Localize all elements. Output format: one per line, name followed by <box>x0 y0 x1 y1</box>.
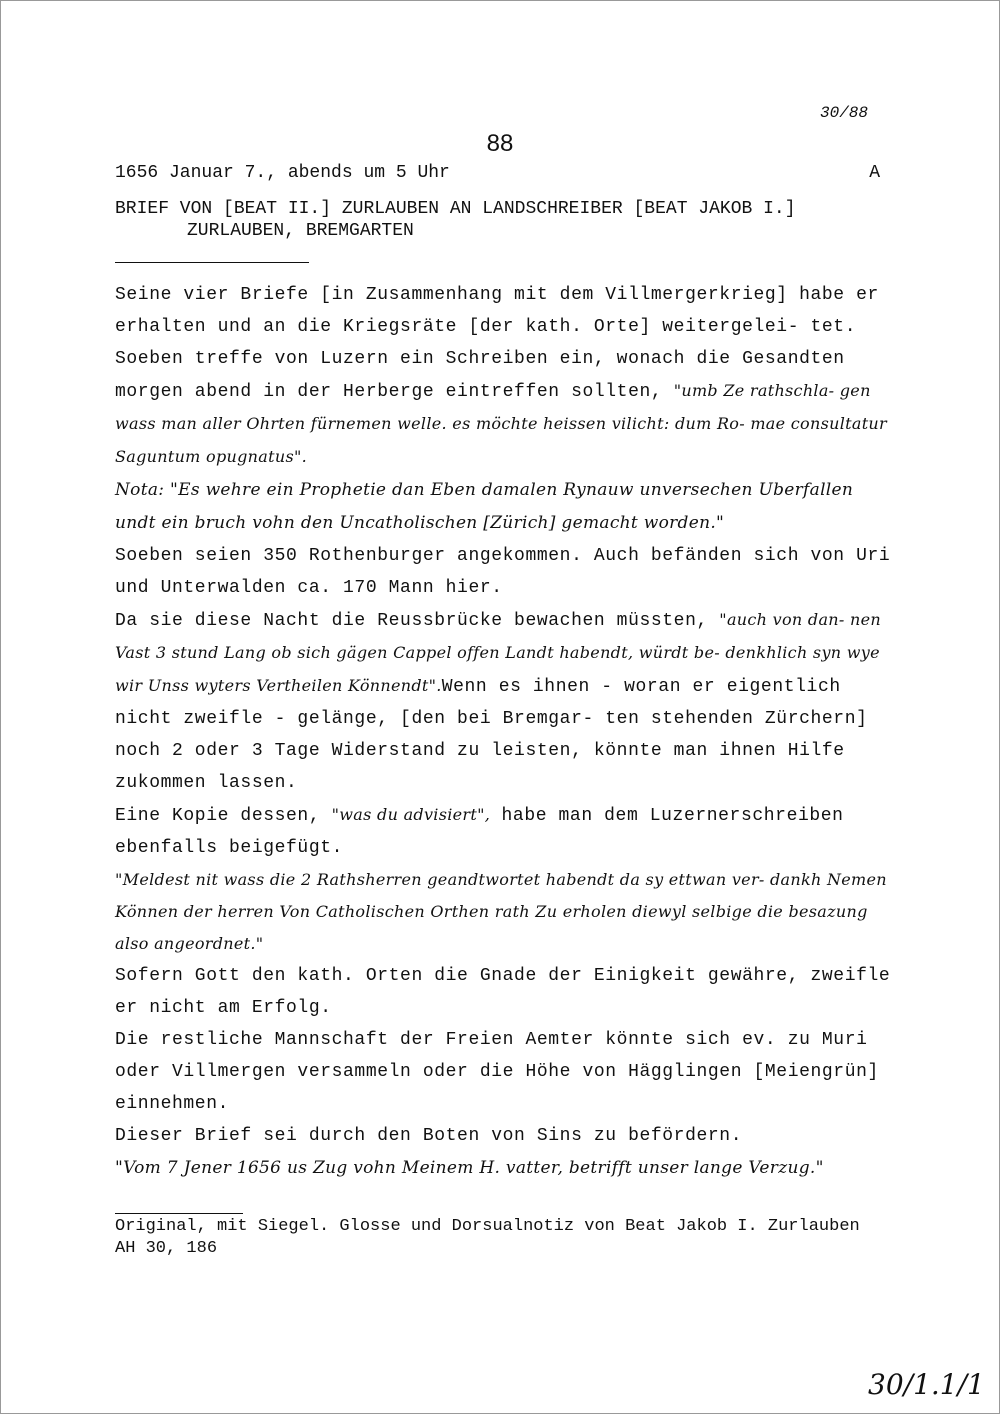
paragraph-8: Die restliche Mannschaft der Freien Aemter könnte sich ev. zu Muri oder Villmergen versammeln oder die Höhe von Hägglingen [Meiengrün] einnehmen. <box>115 1030 879 1114</box>
paragraph-3: Soeben seien 350 Rothenburger angekommen. Auch befänden sich von Uri und Unterwalden ca. 170 Mann hier. <box>115 546 891 598</box>
document-category: A <box>869 163 880 183</box>
nota-paragraph <box>115 474 895 540</box>
archive-reference: 30/88 <box>820 104 869 122</box>
nota-label: Nota: <box>115 480 165 500</box>
paragraph-7: Sofern Gott den kath. Orten die Gnade der Einigkeit gewähre, zweifle er nicht am Erfolg. <box>115 966 891 1018</box>
paragraph-2 <box>115 343 895 474</box>
paragraph-4-quote: "auch von dan- nen Vast 3 stund Lang ob sich gägen Cappel offen Landt habendt, würdt be- denkhlich syn wye wir Unss wyters Vertheilen Könnendt". <box>115 610 881 695</box>
paragraph-5 <box>115 799 895 864</box>
paragraph-2-quote: "umb Ze rathschla- gen wass man aller Ohrten fürnemen welle. es möchte heissen vilicht: dum Ro- mae consultatur Saguntum opugnatus". <box>115 381 887 466</box>
source-note-line-1: Original, mit Siegel. Glosse und Dorsualnotiz von Beat Jakob I. Zurlauben <box>115 1217 860 1236</box>
document-date: 1656 Januar 7., abends um 5 Uhr <box>115 163 450 183</box>
date-line <box>115 163 880 183</box>
handwritten-archive-stamp: 30/1.1/1 <box>868 1368 985 1401</box>
document-title <box>115 198 895 242</box>
nota-text: "Es wehre ein Prophetie dan Eben damalen Rynauw unversechen Uberfallen undt ein bruch vohn den Uncatholischen [Zürich] gemacht worden." <box>115 480 854 533</box>
paragraph-9: Dieser Brief sei durch den Boten von Sins zu befördern. <box>115 1126 743 1146</box>
paragraph-5-text-2: habe man dem Luzernerschreiben ebenfalls beigefügt. <box>115 806 844 858</box>
paragraph-5-quote: "was du advisiert", <box>331 805 491 824</box>
paragraph-5-text: Eine Kopie dessen, <box>115 806 332 826</box>
source-note <box>115 1216 895 1260</box>
paragraph-6-quote: "Meldest nit wass die 2 Rathsherren geandtwortet habendt da sy ettwan ver- dankh Nemen Können der herren Von Catholischen Orthen rath Zu erholen diewyl selbige die besazung also angeordnet." <box>115 870 887 953</box>
source-note-line-2: AH 30, 186 <box>115 1239 218 1258</box>
page-number: 88 <box>486 130 514 157</box>
footer-rule <box>115 1213 243 1214</box>
title-rule <box>115 262 309 263</box>
title-line-1: BRIEF VON [BEAT II.] ZURLAUBEN AN LANDSCHREIBER [BEAT JAKOB I.] <box>115 199 796 219</box>
paragraph-4-text-2: Wenn es ihnen - woran er eigentlich nicht zweifle - gelänge, [den bei Bremgar- ten stehenden Zürchern] noch 2 oder 3 Tage Widerstand zu leisten, könnte man ihnen Hilfe zukommen lassen. <box>115 677 868 793</box>
paragraph-2-text: Soeben treffe von Luzern ein Schreiben ein, wonach die Gesandten morgen abend in der Herberge eintreffen sollten, <box>115 349 845 402</box>
title-line-2: ZURLAUBEN, BREMGARTEN <box>187 221 414 241</box>
paragraph-1: Seine vier Briefe [in Zusammenhang mit dem Villmergerkrieg] habe er erhalten und an die Kriegsräte [der kath. Orte] weitergelei- tet. <box>115 285 879 337</box>
paragraph-4 <box>115 604 895 799</box>
document-body <box>115 279 895 1184</box>
paragraph-10-quote: "Vom 7 Jener 1656 us Zug vohn Meinem H. vatter, betrifft unser lange Verzug." <box>115 1158 824 1178</box>
paragraph-4-text: Da sie diese Nacht die Reussbrücke bewachen müssten, <box>115 611 720 631</box>
